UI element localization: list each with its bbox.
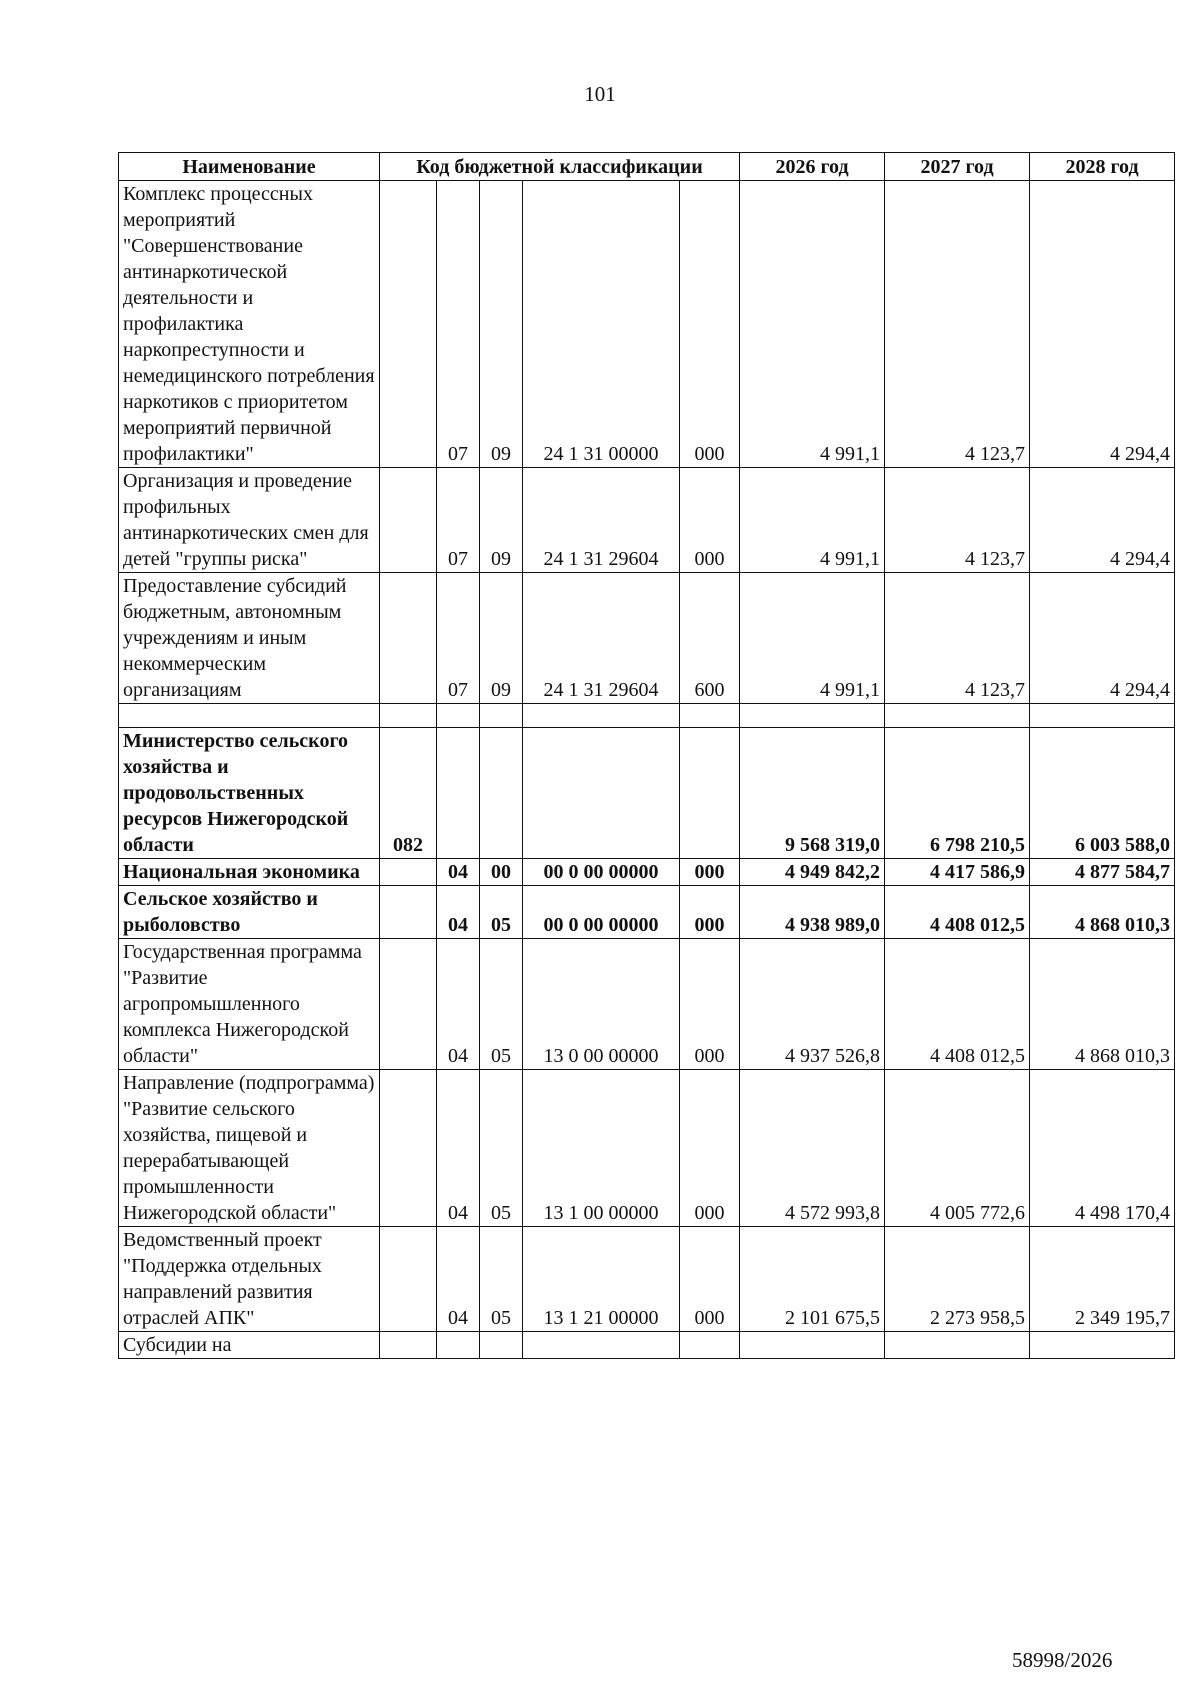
- cell-prz: 09: [480, 573, 523, 704]
- cell-vr: 000: [680, 886, 740, 939]
- cell-prz: 05: [480, 939, 523, 1070]
- cell-grbs: [380, 1227, 437, 1332]
- cell-csr: 00 0 00 00000: [523, 886, 680, 939]
- cell-y2028: 4 498 170,4: [1030, 1070, 1175, 1227]
- cell-csr: [523, 728, 680, 859]
- cell-rz: 07: [437, 181, 480, 468]
- cell-csr: 24 1 31 29604: [523, 468, 680, 573]
- cell-name: Ведомственный проект "Поддержка отдельных направлений развития отраслей АПК": [119, 1227, 380, 1332]
- cell-name: [119, 704, 380, 728]
- cell-y2027: 4 417 586,9: [885, 859, 1030, 886]
- cell-prz: [480, 704, 523, 728]
- cell-y2026: 4 572 993,8: [740, 1070, 885, 1227]
- cell-prz: 05: [480, 1070, 523, 1227]
- cell-y2027: 4 408 012,5: [885, 939, 1030, 1070]
- table-row: [119, 1227, 1175, 1332]
- cell-y2026: 4 991,1: [740, 468, 885, 573]
- cell-rz: 04: [437, 886, 480, 939]
- table-row: [119, 859, 1175, 886]
- cell-vr: 000: [680, 1227, 740, 1332]
- cell-y2027: 6 798 210,5: [885, 728, 1030, 859]
- cell-y2027: 4 123,7: [885, 468, 1030, 573]
- cell-y2028: 2 349 195,7: [1030, 1227, 1175, 1332]
- cell-y2026: 9 568 319,0: [740, 728, 885, 859]
- cell-y2027: 4 005 772,6: [885, 1070, 1030, 1227]
- cell-y2026: 4 991,1: [740, 573, 885, 704]
- cell-prz: 00: [480, 859, 523, 886]
- cell-csr: [523, 1332, 680, 1359]
- table-row: [119, 181, 1175, 468]
- cell-y2028: 4 877 584,7: [1030, 859, 1175, 886]
- header-code: Код бюджетной классификации: [380, 153, 740, 181]
- document-id: 58998/2026: [1012, 1648, 1113, 1672]
- header-2027: 2027 год: [885, 153, 1030, 181]
- cell-y2026: 4 938 989,0: [740, 886, 885, 939]
- page-number: 101: [584, 82, 616, 106]
- cell-vr: [680, 704, 740, 728]
- cell-name: Организация и проведение профильных антинаркотических смен для детей "группы риска": [119, 468, 380, 573]
- cell-grbs: [380, 886, 437, 939]
- table-header-row: [119, 153, 1175, 181]
- cell-name: Сельское хозяйство и рыболовство: [119, 886, 380, 939]
- cell-y2026: [740, 1332, 885, 1359]
- cell-grbs: 082: [380, 728, 437, 859]
- cell-y2028: 4 868 010,3: [1030, 939, 1175, 1070]
- cell-y2026: 4 937 526,8: [740, 939, 885, 1070]
- cell-rz: 07: [437, 573, 480, 704]
- cell-vr: 600: [680, 573, 740, 704]
- header-2026: 2026 год: [740, 153, 885, 181]
- cell-prz: 05: [480, 1227, 523, 1332]
- cell-csr: 13 1 00 00000: [523, 1070, 680, 1227]
- cell-prz: 05: [480, 886, 523, 939]
- cell-y2028: [1030, 1332, 1175, 1359]
- cell-name: Комплекс процессных мероприятий "Совершенствование антинаркотической деятельности и профилактика наркопреступности и немедицинского потребления наркотиков с приоритетом мероприятий первичной профилактики": [119, 181, 380, 468]
- cell-prz: [480, 728, 523, 859]
- cell-y2027: [885, 1332, 1030, 1359]
- budget-table: [118, 152, 1175, 1359]
- cell-y2028: 6 003 588,0: [1030, 728, 1175, 859]
- cell-grbs: [380, 939, 437, 1070]
- cell-csr: 00 0 00 00000: [523, 859, 680, 886]
- cell-csr: 13 0 00 00000: [523, 939, 680, 1070]
- cell-name: Предоставление субсидий бюджетным, автономным учреждениям и иным некоммерческим организациям: [119, 573, 380, 704]
- cell-y2027: 4 123,7: [885, 181, 1030, 468]
- cell-y2028: 4 294,4: [1030, 573, 1175, 704]
- cell-vr: 000: [680, 939, 740, 1070]
- cell-y2026: 4 949 842,2: [740, 859, 885, 886]
- header-2028: 2028 год: [1030, 153, 1175, 181]
- cell-y2026: 2 101 675,5: [740, 1227, 885, 1332]
- cell-vr: [680, 1332, 740, 1359]
- header-name: Наименование: [119, 153, 380, 181]
- cell-vr: 000: [680, 859, 740, 886]
- cell-y2027: [885, 704, 1030, 728]
- table-row: [119, 886, 1175, 939]
- cell-y2028: [1030, 704, 1175, 728]
- cell-y2027: 4 408 012,5: [885, 886, 1030, 939]
- cell-rz: 04: [437, 1070, 480, 1227]
- cell-prz: 09: [480, 468, 523, 573]
- cell-y2028: 4 294,4: [1030, 468, 1175, 573]
- cell-rz: [437, 704, 480, 728]
- cell-grbs: [380, 704, 437, 728]
- cell-csr: 13 1 21 00000: [523, 1227, 680, 1332]
- cell-prz: [480, 1332, 523, 1359]
- table-row: [119, 468, 1175, 573]
- cell-name: Субсидии на: [119, 1332, 380, 1359]
- cell-name: Направление (подпрограмма) "Развитие сельского хозяйства, пищевой и перерабатывающей промышленности Нижегородской области": [119, 1070, 380, 1227]
- cell-y2027: 2 273 958,5: [885, 1227, 1030, 1332]
- cell-rz: [437, 728, 480, 859]
- cell-grbs: [380, 468, 437, 573]
- cell-vr: [680, 728, 740, 859]
- cell-y2028: 4 868 010,3: [1030, 886, 1175, 939]
- cell-vr: 000: [680, 468, 740, 573]
- cell-name: Министерство сельского хозяйства и продовольственных ресурсов Нижегородской области: [119, 728, 380, 859]
- cell-grbs: [380, 573, 437, 704]
- table-row: [119, 728, 1175, 859]
- cell-y2026: 4 991,1: [740, 181, 885, 468]
- cell-name: Государственная программа "Развитие агропромышленного комплекса Нижегородской области": [119, 939, 380, 1070]
- cell-y2027: 4 123,7: [885, 573, 1030, 704]
- cell-y2026: [740, 704, 885, 728]
- cell-grbs: [380, 1332, 437, 1359]
- cell-rz: [437, 1332, 480, 1359]
- cell-grbs: [380, 1070, 437, 1227]
- cell-csr: 24 1 31 00000: [523, 181, 680, 468]
- cell-vr: 000: [680, 181, 740, 468]
- cell-csr: [523, 704, 680, 728]
- table-row: [119, 1332, 1175, 1359]
- cell-rz: 07: [437, 468, 480, 573]
- cell-rz: 04: [437, 939, 480, 1070]
- cell-prz: 09: [480, 181, 523, 468]
- cell-rz: 04: [437, 859, 480, 886]
- cell-vr: 000: [680, 1070, 740, 1227]
- cell-grbs: [380, 181, 437, 468]
- cell-name: Национальная экономика: [119, 859, 380, 886]
- cell-grbs: [380, 859, 437, 886]
- table-row: [119, 704, 1175, 728]
- table-row: [119, 573, 1175, 704]
- table-row: [119, 939, 1175, 1070]
- cell-rz: 04: [437, 1227, 480, 1332]
- table-row: [119, 1070, 1175, 1227]
- cell-y2028: 4 294,4: [1030, 181, 1175, 468]
- cell-csr: 24 1 31 29604: [523, 573, 680, 704]
